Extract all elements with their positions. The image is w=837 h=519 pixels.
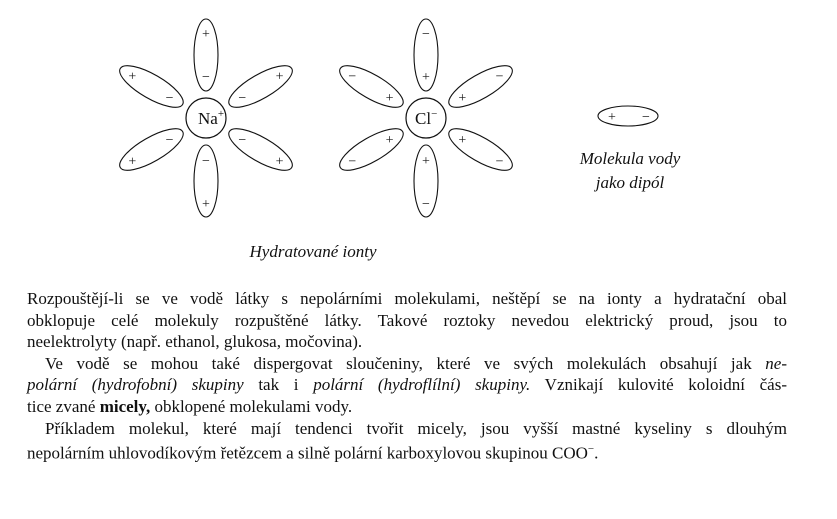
sodium-inner-charge: − (238, 91, 247, 106)
sodium-water-molecule (223, 121, 297, 178)
water-dipole-caption (555, 147, 705, 195)
paragraph-3-line-2: nepolárním uhlovodíkovým řetězcem a silně polární karboxylovou skupinou COO−. (27, 443, 599, 463)
sodium-water-molecule (114, 121, 188, 178)
paragraph-2-line-2: polární (hydrofobní) skupiny tak i polární (hydroflílní) skupiny. Vznikají kulovité koloidní čás- (27, 375, 787, 395)
sodium-outer-charge: + (275, 154, 284, 170)
chloride-inner-charge: + (385, 91, 394, 106)
sodium-outer-charge: + (128, 154, 137, 170)
paragraph-2 (27, 353, 787, 418)
paragraph-2-line-3: tice zvané micely, obklopené molekulami vody. (27, 396, 353, 416)
dipole-negative-end: − (642, 110, 650, 125)
hydration-diagram (0, 0, 837, 240)
chloride-inner-charge: + (458, 133, 467, 148)
sodium-water-molecule (114, 58, 188, 115)
chloride-inner-charge: + (385, 133, 394, 148)
paragraph-3-line-1: Příkladem molekul, které mají tendenci tvořit micely, jsou vyšší mastné kyseliny s dlouhým (45, 418, 787, 438)
chloride-inner-charge: + (422, 70, 430, 85)
chloride-water-molecule (334, 58, 408, 115)
chloride-outer-charge: − (422, 197, 430, 212)
chloride-outer-charge: − (495, 69, 504, 85)
paragraph-3 (27, 418, 787, 465)
chloride-outer-charge: − (422, 27, 430, 42)
chloride-outer-charge: − (495, 154, 504, 170)
paragraph-1 (27, 288, 787, 353)
water-dipole-caption-line1: Molekula vody (579, 149, 681, 168)
paragraph-1-line-1: Rozpouštějí-li se ve vodě látky s nepolárními molekulami, neštěpí se na ionty a hydratační obal (27, 289, 787, 308)
chloride-outer-charge: − (348, 154, 357, 170)
water-dipole (598, 106, 658, 126)
sodium-water-molecule (223, 58, 297, 115)
sodium-ion-label: Na+ (198, 108, 225, 128)
sodium-inner-charge: − (202, 70, 210, 85)
water-dipole-caption-line2: jako dipól (595, 173, 665, 192)
sodium-inner-charge: − (165, 133, 174, 148)
sodium-outer-charge: + (275, 69, 284, 85)
chloride-water-molecule (443, 121, 517, 178)
sodium-outer-charge: + (202, 27, 210, 42)
chloride-ion-label: Cl− (415, 108, 438, 128)
sodium-outer-charge: + (128, 69, 137, 85)
chloride-outer-charge: − (348, 69, 357, 85)
dipole-positive-end: + (608, 110, 616, 125)
micely-term: micely, (99, 396, 151, 416)
sodium-inner-charge: − (202, 154, 210, 169)
chloride-water-molecule (334, 121, 408, 178)
chloride-inner-charge: + (422, 154, 430, 169)
chloride-water-molecule (443, 58, 517, 115)
sodium-inner-charge: − (238, 133, 247, 148)
chloride-inner-charge: + (458, 91, 467, 106)
body-text (27, 288, 787, 464)
sodium-outer-charge: + (202, 197, 210, 212)
sodium-inner-charge: − (165, 91, 174, 106)
paragraph-1-line-2: obklopuje celé molekuly rozpuštěné látky. Takové roztoky nevedou elektrický proud, jsou to (27, 310, 787, 330)
paragraph-2-line-1: Ve vodě se mohou také dispergovat sloučeniny, které ve svých molekulách obsahují jak ne- (45, 353, 787, 373)
paragraph-1-line-3: neelektrolyty (např. ethanol, glukosa, močovina). (27, 332, 363, 352)
hydrated-ions-caption: Hydratované ionty (249, 242, 377, 261)
